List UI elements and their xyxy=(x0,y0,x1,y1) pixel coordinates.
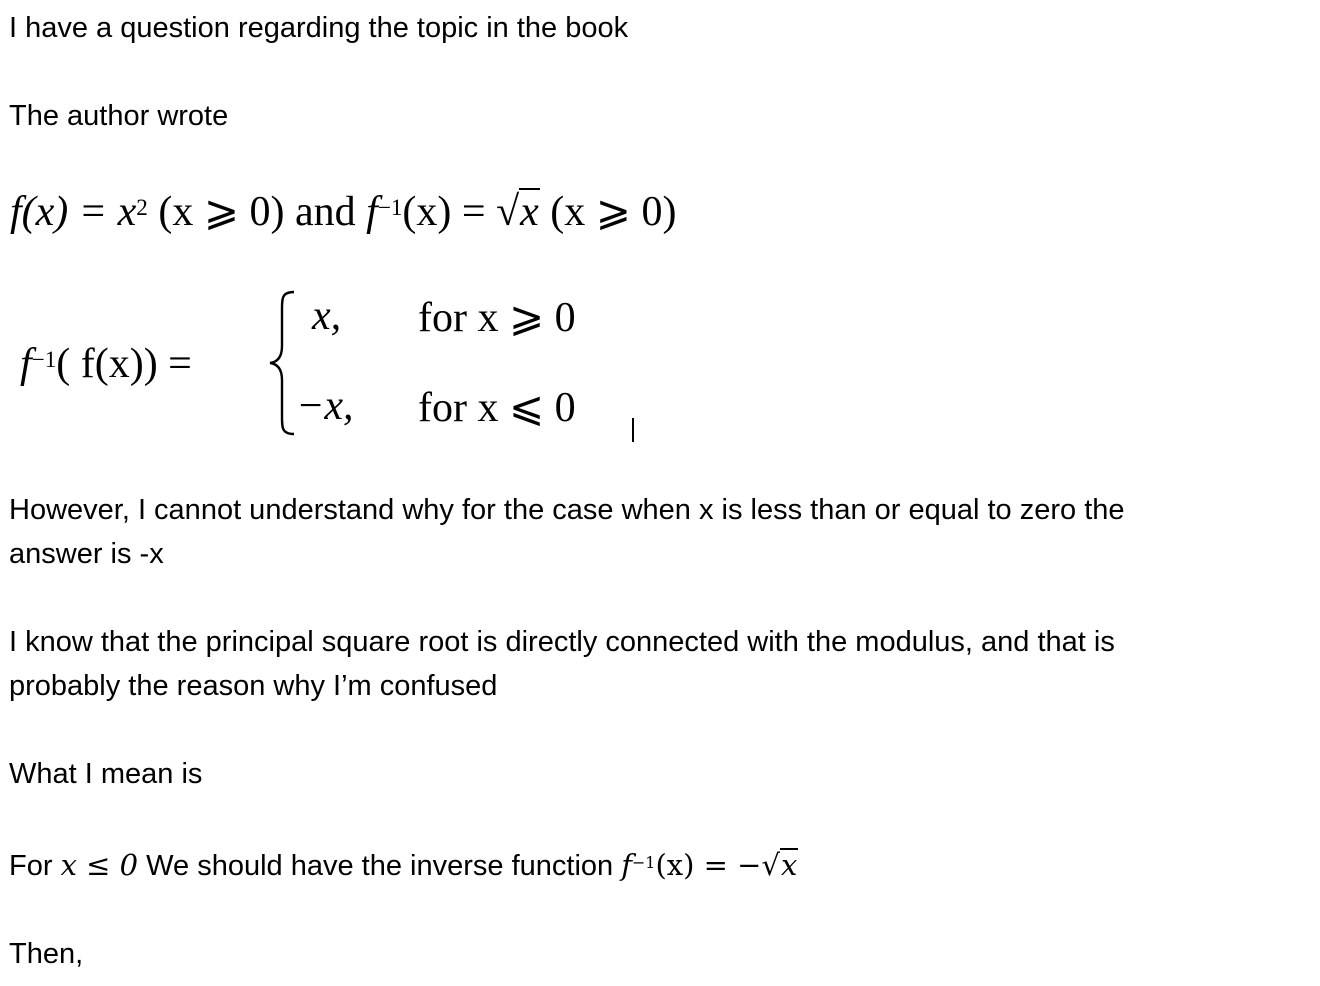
case2-condition-text: for x ⩽ 0 xyxy=(418,385,576,431)
formula-exponent-2: 2 xyxy=(136,193,148,220)
inline-inverse-formula xyxy=(621,848,798,882)
piecewise-lhs-rest: ( f(x)) = xyxy=(56,341,192,387)
for-x-line xyxy=(9,843,798,888)
principal-root-text: I know that the principal square root is directly connected with the modulus, and that is xyxy=(9,626,1115,658)
formula-f-def: f(x) = x xyxy=(10,189,137,235)
formula-condition-2: (x ⩾ 0) xyxy=(539,189,677,235)
inline-rhs: (x) = − xyxy=(655,848,762,882)
inline-sqrt-arg: x xyxy=(780,848,798,882)
formula-function-and-inverse xyxy=(10,186,676,236)
piecewise-lhs xyxy=(20,340,192,388)
formula-condition-1: (x ⩾ 0) and xyxy=(147,189,367,235)
piecewise-lhs-f: f xyxy=(20,341,32,387)
inline-f: f xyxy=(621,848,632,882)
inline-sqrt xyxy=(761,843,798,887)
then-text: Then, xyxy=(9,938,84,970)
formula-inverse-f: f xyxy=(366,189,378,235)
formula-inverse-exponent: −1 xyxy=(377,193,403,220)
sqrt-radical-icon: √ xyxy=(496,189,520,235)
what-i-mean-text: What I mean is xyxy=(9,758,203,790)
question-intro-text: I have a question regarding the topic in the book xyxy=(9,12,629,44)
principal-root-text-continued: probably the reason why I’m confused xyxy=(9,670,498,702)
case1-condition-text: for x ⩾ 0 xyxy=(418,295,576,341)
piecewise-case1-value: x, xyxy=(312,293,342,339)
left-brace-icon xyxy=(266,288,300,438)
piecewise-case2-value: −x, xyxy=(296,383,354,429)
formula-inverse-arg: (x) = xyxy=(402,189,497,235)
piecewise-case2-condition xyxy=(418,382,576,432)
inline-exponent: −1 xyxy=(631,852,656,872)
however-text: However, I cannot understand why for the case when x is less than or equal to zero the xyxy=(9,494,1125,526)
for-prefix: For xyxy=(9,850,53,882)
piecewise-case1-condition xyxy=(418,292,576,342)
inline-radical-icon: √ xyxy=(761,848,780,882)
text-cursor xyxy=(632,418,634,442)
piecewise-lhs-exponent: −1 xyxy=(31,345,57,372)
author-wrote-text: The author wrote xyxy=(9,100,229,132)
however-text-continued: answer is -x xyxy=(9,538,164,570)
for-middle-text: We should have the inverse function xyxy=(146,850,614,882)
formula-sqrt-arg: x xyxy=(520,189,539,235)
inline-condition: x ≤ 0 xyxy=(60,848,139,882)
formula-sqrt xyxy=(496,188,540,236)
